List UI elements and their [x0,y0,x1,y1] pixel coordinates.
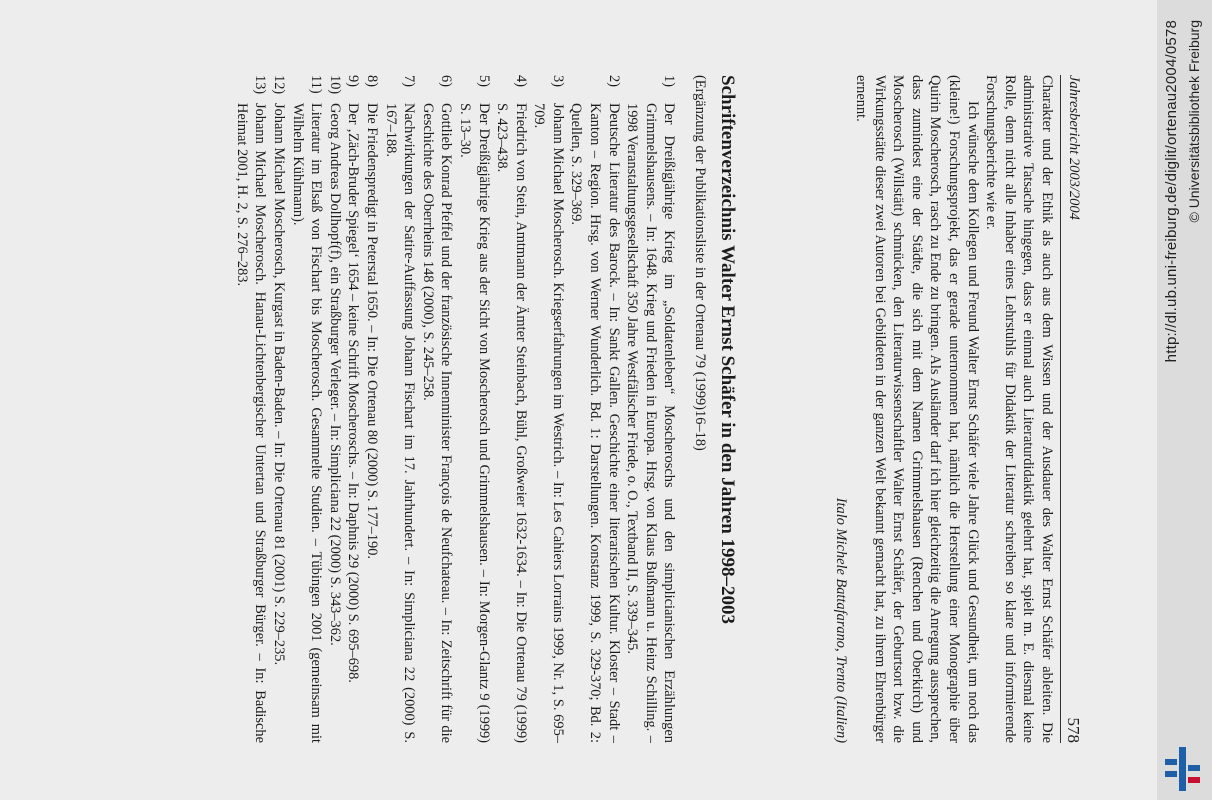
page-header [1060,75,1083,743]
library-logo-icon [1162,745,1206,795]
entry-number: 12) [271,75,287,95]
list-item [623,75,679,743]
entry-number: 9) [345,75,362,87]
entry-text: Johann Michael Moscherosch, Kurgast in Baden-Baden. – In: Die Ortenau 81 (2001) S. 229–235. [271,103,287,666]
running-head: Jahresbericht 2003/2004 [1066,75,1082,220]
entry-number: 7) [401,75,418,87]
entry-number: 4) [512,75,529,87]
entry-text: Georg Andreas Dollhopf(f), ein Straßburger Verleger. – In: Simpliciana 22 (2000) S. 343–362. [326,103,343,646]
list-item [530,75,567,743]
entry-text: Nachwirkungen der Satire-Auffassung Johann Fischart im 17. Jahrhundert. – In: Simpliciana 22 (2000) S. 167–188. [382,103,418,743]
list-item [344,75,363,743]
entry-number: 3) [549,75,566,87]
list-item [269,75,288,743]
entry-number: 10) [326,75,343,95]
list-item [381,75,418,743]
entry-text: Die Friedenspredigt in Peterstal 1650. – In: Die Ortenau 80 (2000) S. 177–190. [363,103,380,560]
entry-number: 5) [475,75,492,87]
list-item [362,75,381,743]
list-item [493,75,530,743]
list-item [567,75,623,743]
section-subtitle: (Ergänzung der Publikationsliste in der Ortenau 79 (1999)16–18) [692,75,709,451]
entry-text: Johann Michael Moscherosch. Hanau-Lichtenbergischer Untertan und Straßburger Bürger. – In: Badische Heimat 2001, H. 2, S. 276–283. [233,103,269,743]
page-number: 578 [1064,717,1083,743]
publication-list [232,75,678,743]
list-item [418,75,455,743]
entry-text: Der Dreißigjährige Krieg im „Soldatenleben“ Moscheroschs und den simplicianischen Erzählungen Grimmelshausens. – In: 1648. Krieg und Frieden in Europa. Hrsg. von Klaus Bußmann u. Heinz Schilling. – 1998 Veranstaltungsgesellschaft 350 Jahre Westfälischer Friede, o. O., Textband II, S. 339–345. [624,103,678,743]
section-title: Schriftenverzeichnis Walter Ernst Schäfer in den Jahren 1998–2003 [717,75,739,625]
list-item [455,75,492,743]
author-signature: Italo Michele Battafarano, Trento (Italien) [833,497,850,743]
source-url-link[interactable]: http://dl.ub.uni-freiburg.de/diglit/ortenau2004/0578 [1163,20,1180,363]
list-item [325,75,344,743]
list-item [232,75,269,743]
entry-text: Friedrich von Stein, Amtmann der Ämter Steinbach, Bühl, Großweier 1632-1634. – In: Die Ortenau 79 (1999) S. 423–438. [494,103,529,743]
entry-number: 2) [605,75,622,87]
entry-text: Gottlieb Konrad Pfeffel und der französische Innenminister François de Neufchateau. – In: Zeitschrift für die Geschichte des Oberrheins 148 (2000), S. 245–258. [419,103,455,743]
entry-number: 6) [438,75,455,87]
entry-text: Der Dreißigjährige Krieg aus der Sicht von Moscherosch und Grimmelshausen. – In: Morgen-Glantz 9 (1999) S. 13–30. [456,103,492,743]
entry-text: Literatur im Elsaß von Fischart bis Moscherosch. Gesammelte Studien. – Tübingen 2001 (gemeinsam mit Wilhelm Kühlmann). [289,103,325,743]
library-footer [1157,0,1212,800]
entry-number: 11) [308,75,325,94]
entry-number: 8) [363,75,380,87]
entry-text: Deutsche Literatur des Barock. – In: Sankt Gallen. Geschichte einer literarischen Kultur. Kloster – Stadt – Kanton – Region. Hrsg. von Werner Wunderlich. Bd. 1: Darstellungen. Konstanz 1999, S. 329-370; Bd. 2: Quellen, S. 329–369. [568,103,622,743]
scanned-page [55,0,1155,800]
entry-text: Johann Michael Moscherosch. Kriegserfahrungen im Westrich. – In: Les Cahiers Lorrains 1999, Nr. 1, S. 695–709. [531,103,566,743]
list-item [288,75,325,743]
copyright-notice: © Universitätsbibliothek Freiburg [1186,20,1202,223]
entry-text: Der ‚Zäch-Bruder Spiegel‘ 1654 – keine Schrift Moscheroschs. – In: Daphnis 29 (2000) S. 695–698. [345,103,362,683]
intro-paragraph: Ich wünsche dem Kollegen und Freund Walter Ernst Schäfer viele Jahre Glück und Gesundheit, um noch das (kleine!) Forschungsprojekt, das er gerade unternommen hat, nämlich die Herstellung einer Monographie über Quirin Moscherosch, rasch zu Ende zu bringen. Als Ausländer darf ich hier gleichzeitig die Anregung aussprechen, dass zumindest eine der Städte, die sich mit dem Namen Grimmelshausen (Renchen und Oberkirch) und Moscherosch (Willstätt) schmücken, den Literaturwissenschaftler Walter Ernst Schäfer, der Geburtsort bzw. die Wirkungsstätte dieser zwei Autoren bei Gebildeten in der ganzen Welt bekannt gemacht hat, zu ihrem Ehrenbürger ernennt. [853,75,981,743]
entry-number: 1) [661,75,678,87]
entry-number: 13) [252,75,269,95]
intro-text [851,75,1056,743]
intro-paragraph: Charakter und der Ethik als auch aus dem Wissen und der Ausdauer des Walter Ernst Schäfer ableiten. Die administrative Tatsache hingegen, dass er einmal auch Literaturdidaktik gelehrt hat, spielt m. E. diesmal keine Rolle, denn nicht alle Inhaber eines Lehrstuhls für Didaktik der Literatur schreiben so klare und informierende Forschungsberichte wie er. [983,75,1055,743]
